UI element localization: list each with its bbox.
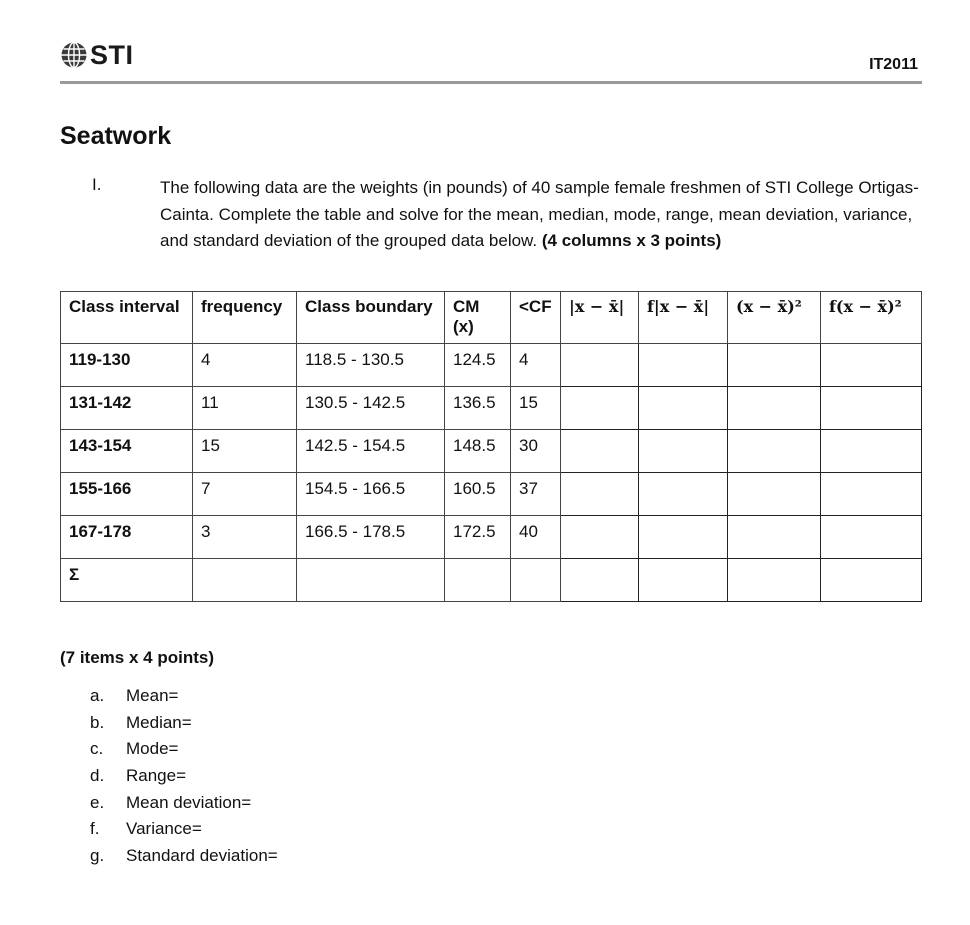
- class-interval-cell: 155-166: [61, 473, 193, 516]
- answer-cell[interactable]: [561, 559, 639, 602]
- item-label: Range=: [126, 766, 187, 786]
- class-boundary-cell: 118.5 - 130.5: [297, 344, 445, 387]
- header-squared-deviation: (x − x̄)²: [728, 292, 821, 344]
- list-item: [90, 819, 278, 846]
- cumulative-frequency-cell: 30: [511, 430, 561, 473]
- answer-cell[interactable]: [639, 344, 728, 387]
- answer-cell[interactable]: [561, 387, 639, 430]
- list-item: [90, 739, 278, 766]
- sum-symbol-cell: Σ: [61, 559, 193, 602]
- cumulative-frequency-cell: 40: [511, 516, 561, 559]
- cumulative-frequency-cell: 37: [511, 473, 561, 516]
- answer-cell[interactable]: [639, 387, 728, 430]
- table-row: [61, 516, 922, 559]
- answer-cell[interactable]: [561, 516, 639, 559]
- table-row: [61, 430, 922, 473]
- table-header-row: [61, 292, 922, 344]
- class-interval-cell: 167-178: [61, 516, 193, 559]
- frequency-cell: 3: [193, 516, 297, 559]
- list-item: [90, 766, 278, 793]
- answer-cell[interactable]: [728, 344, 821, 387]
- item-label: Standard deviation=: [126, 846, 278, 866]
- frequency-cell: 4: [193, 344, 297, 387]
- frequency-cell: 11: [193, 387, 297, 430]
- logo-text: STI: [90, 40, 134, 70]
- answer-cell[interactable]: [821, 559, 922, 602]
- item-letter: f.: [90, 819, 100, 839]
- answer-cell[interactable]: [821, 516, 922, 559]
- sti-logo: [60, 40, 134, 70]
- instruction-text: [160, 175, 930, 255]
- header-divider: [60, 81, 922, 84]
- list-item: [90, 846, 278, 873]
- answer-cell[interactable]: [561, 473, 639, 516]
- table-row: [61, 387, 922, 430]
- list-item: [90, 686, 278, 713]
- header-cumulative-frequency: <CF: [511, 292, 561, 344]
- item-letter: a.: [90, 686, 105, 705]
- answer-cell[interactable]: [639, 516, 728, 559]
- frequency-cell: 7: [193, 473, 297, 516]
- answer-cell[interactable]: [821, 387, 922, 430]
- question-list: [90, 686, 278, 873]
- frequency-cell: 15: [193, 430, 297, 473]
- class-mark-cell: 160.5: [445, 473, 511, 516]
- header-frequency: frequency: [193, 292, 297, 344]
- item-letter: d.: [90, 766, 105, 786]
- item-label: Mean=: [126, 686, 179, 705]
- header-class-boundary: Class boundary: [297, 292, 445, 344]
- globe-icon: [60, 41, 88, 69]
- class-boundary-cell: 142.5 - 154.5: [297, 430, 445, 473]
- item-letter: g.: [90, 846, 105, 866]
- page-title: Seatwork: [60, 122, 172, 150]
- answer-cell[interactable]: [728, 516, 821, 559]
- answer-cell[interactable]: [728, 473, 821, 516]
- class-mark-cell: 172.5: [445, 516, 511, 559]
- instruction-number: I.: [92, 175, 102, 194]
- class-boundary-cell: 130.5 - 142.5: [297, 387, 445, 430]
- header-weighted-squared-deviation: f(x − x̄)²: [821, 292, 922, 344]
- table-row: [61, 344, 922, 387]
- item-label: Variance=: [126, 819, 202, 839]
- table-row: [61, 473, 922, 516]
- class-interval-cell: 119-130: [61, 344, 193, 387]
- instruction-body: The following data are the weights (in pounds) of 40 sample female freshmen of STI College Ortigas-Cainta. Complete the table and solve for the mean, median, mode, range, mean deviation, variance, and standard deviation of the grouped data below.: [160, 178, 919, 250]
- header-absolute-deviation: |x − x̄|: [561, 292, 639, 344]
- answer-cell[interactable]: [821, 344, 922, 387]
- header-class-mark: CM (x): [445, 292, 511, 344]
- instruction-points: (4 columns x 3 points): [541, 231, 722, 250]
- header-class-interval: Class interval: [61, 292, 193, 344]
- answer-cell[interactable]: [728, 387, 821, 430]
- answer-cell[interactable]: [297, 559, 445, 602]
- answer-cell[interactable]: [728, 559, 821, 602]
- class-boundary-cell: 154.5 - 166.5: [297, 473, 445, 516]
- answer-cell[interactable]: [193, 559, 297, 602]
- answer-cell[interactable]: [511, 559, 561, 602]
- list-item: [90, 713, 278, 740]
- items-heading: (7 items x 4 points): [60, 648, 214, 667]
- item-letter: e.: [90, 792, 105, 812]
- list-item: [90, 793, 278, 820]
- class-interval-cell: 131-142: [61, 387, 193, 430]
- answer-cell[interactable]: [728, 430, 821, 473]
- class-mark-cell: 136.5: [445, 387, 511, 430]
- answer-cell[interactable]: [445, 559, 511, 602]
- answer-cell[interactable]: [639, 559, 728, 602]
- table-sum-row: [61, 559, 922, 602]
- item-label: Mode=: [126, 739, 179, 759]
- class-mark-cell: 124.5: [445, 344, 511, 387]
- class-boundary-cell: 166.5 - 178.5: [297, 516, 445, 559]
- item-letter: b.: [90, 712, 105, 732]
- item-letter: c.: [90, 739, 104, 759]
- cumulative-frequency-cell: 4: [511, 344, 561, 387]
- answer-cell[interactable]: [821, 430, 922, 473]
- answer-cell[interactable]: [821, 473, 922, 516]
- class-mark-cell: 148.5: [445, 430, 511, 473]
- frequency-table: [60, 291, 922, 602]
- course-code: IT2011: [869, 56, 918, 73]
- answer-cell[interactable]: [639, 430, 728, 473]
- answer-cell[interactable]: [561, 430, 639, 473]
- cumulative-frequency-cell: 15: [511, 387, 561, 430]
- header-weighted-absolute-deviation: f|x − x̄|: [639, 292, 728, 344]
- item-label: Mean deviation=: [126, 792, 252, 812]
- class-interval-cell: 143-154: [61, 430, 193, 473]
- answer-cell[interactable]: [639, 473, 728, 516]
- answer-cell[interactable]: [561, 344, 639, 387]
- item-label: Median=: [126, 712, 192, 732]
